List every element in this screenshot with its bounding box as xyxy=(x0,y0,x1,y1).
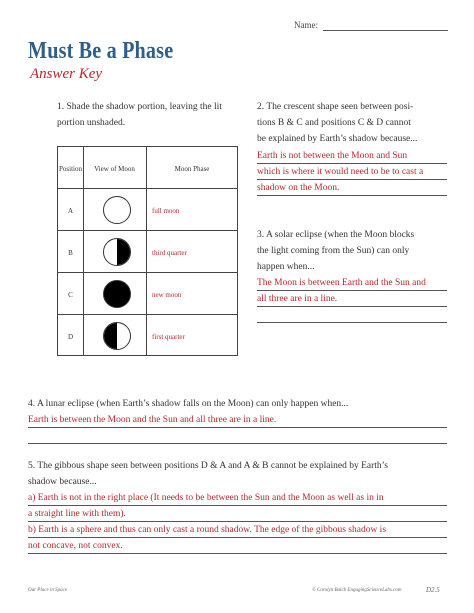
table-row-position: B xyxy=(68,249,73,257)
table-row-phase: third quarter xyxy=(152,249,187,257)
q3-line-2: the light coming from the Sun) can only xyxy=(257,246,410,256)
name-line xyxy=(323,30,448,31)
q3-answer-1: The Moon is between Earth and the Sun and xyxy=(257,278,426,288)
q5-line-1: 5. The gibbous shape seen between positions D & A and A & B cannot be explained by Earth’s xyxy=(28,461,388,471)
new-moon-icon xyxy=(103,280,131,308)
page-subtitle: Answer Key xyxy=(30,66,103,82)
table-header-view: View of Moon xyxy=(94,165,135,173)
q5-answer-3: b) Earth is a sphere and thus can only cast a round shadow. The edge of the gibbous shadow is xyxy=(28,525,387,535)
q2-answer-3: shadow on the Moon. xyxy=(257,183,340,193)
page-title: Must Be a Phase xyxy=(28,38,174,64)
footer-page-number: D2.5 xyxy=(426,586,440,594)
q3-answer-2: all three are in a line. xyxy=(257,294,338,304)
table-row-position: C xyxy=(68,291,73,299)
full-moon-icon xyxy=(103,196,131,224)
q5-answer-2: a straight line with them). xyxy=(28,509,126,519)
third-quarter-moon-icon xyxy=(103,238,131,266)
q5-answer-1: a) Earth is not in the right place (It needs to be between the Sun and the Moon as well as in in xyxy=(28,493,384,503)
q2-line-1: 2. The crescent shape seen between posi- xyxy=(257,102,414,112)
q2-answer-2: which is where it would need to be to cast a xyxy=(257,167,424,177)
q1-line-2: portion unshaded. xyxy=(57,118,126,128)
moon-phase-table xyxy=(57,146,238,356)
table-header-position: Position xyxy=(59,165,82,173)
q5-answer-4: not concave, not convex. xyxy=(28,541,123,551)
q1-line-1: 1. Shade the shadow portion, leaving the lit xyxy=(57,102,222,112)
name-label: Name: xyxy=(294,20,318,30)
table-row-phase: full moon xyxy=(152,207,180,215)
q3-line-3: happen when... xyxy=(257,262,315,272)
q2-answer-1: Earth is not between the Moon and Sun xyxy=(257,151,408,161)
q2-line-2: tions B & C and positions C & D cannot xyxy=(257,118,411,128)
first-quarter-moon-icon xyxy=(103,322,131,350)
q5-line-2: shadow because... xyxy=(28,477,97,487)
table-row-phase: new moon xyxy=(152,291,182,299)
q4-line-1: 4. A lunar eclipse (when Earth’s shadow falls on the Moon) can only happen when... xyxy=(28,399,349,409)
q2-line-3: be explained by Earth’s shadow because... xyxy=(257,134,418,144)
table-row-phase: first quarter xyxy=(152,333,185,341)
q4-answer-1: Earth is between the Moon and the Sun and all three are in a line. xyxy=(28,415,277,425)
table-row-position: D xyxy=(67,333,74,341)
q3-line-1: 3. A solar eclipse (when the Moon blocks xyxy=(257,230,415,240)
table-row-position: A xyxy=(67,207,74,215)
table-header-phase: Moon Phase xyxy=(174,165,210,173)
footer-unit-title: Our Place in Space xyxy=(28,588,68,593)
footer-copyright: © Carolyn Balch EngagingScienceLabs.com xyxy=(312,588,402,593)
